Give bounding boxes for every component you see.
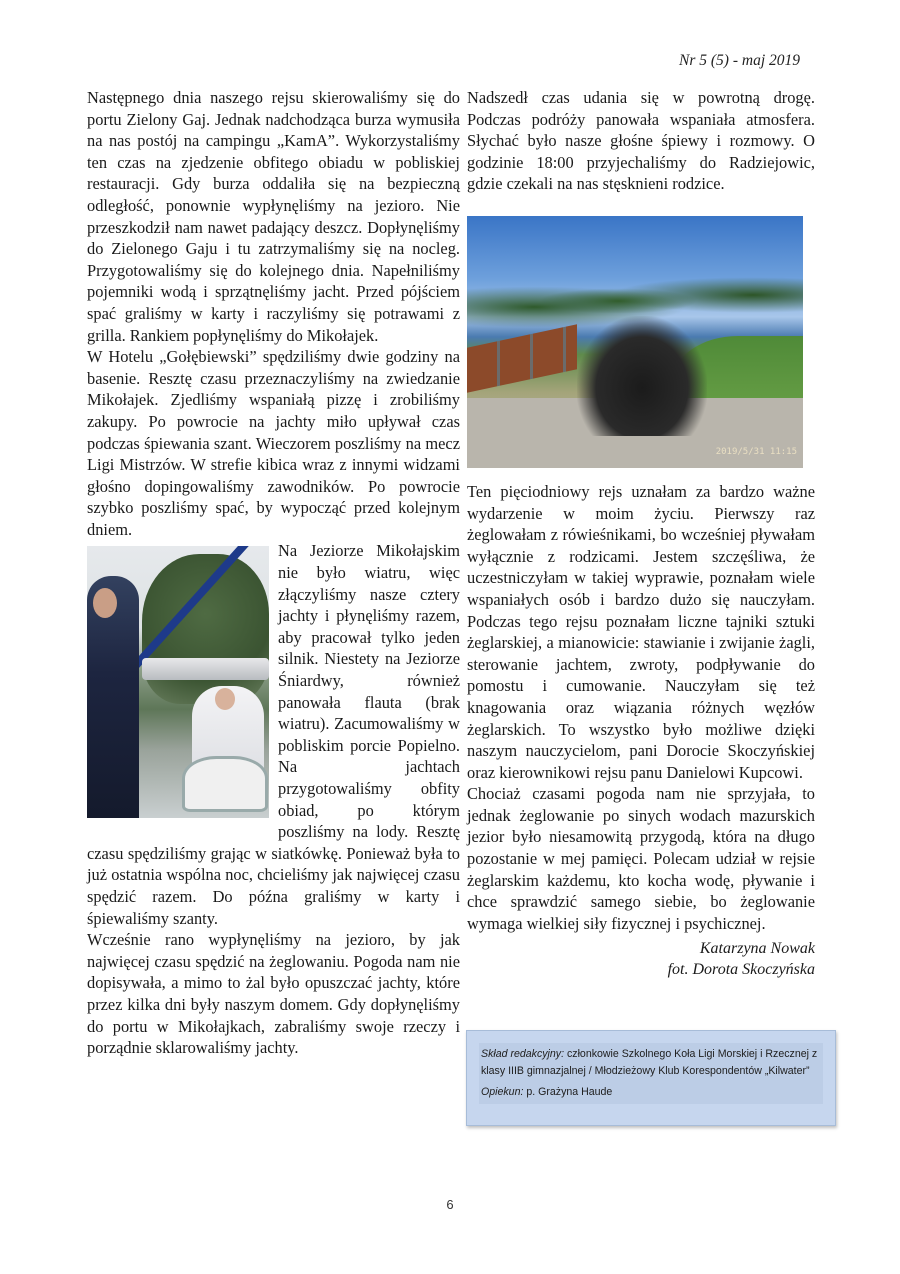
- right-column: [467, 87, 815, 980]
- sailing-photo: [87, 546, 269, 818]
- photo-helm: [182, 756, 268, 812]
- issue-header: Nr 5 (5) - maj 2019: [679, 52, 800, 69]
- left-column: [87, 87, 460, 1059]
- editorial-supervisor-text: p. Grażyna Haude: [523, 1086, 613, 1098]
- photo-credit: fot. Dorota Skoczyńska: [667, 961, 815, 979]
- photo-group-people: [577, 316, 707, 436]
- paragraph: Na Jeziorze Mikołajskim nie było wiatru, więc złączyliśmy nasze cztery jachty i płynęliśmy razem, aby pracował tylko jeden silnik. Niestety na Jeziorze Śniardwy, również panowała flauta (brak wiatru). Zacumowaliśmy w pobliskim porcie Popielno. Na jachtach przygotowaliśmy obfity obiad, po którym poszliśmy na lody. Resztę czasu spędziliśmy grając w siatkówkę. Ponieważ była to już ostatnia wspólna noc, chcieliśmy jak najwięcej czasu spędzić razem. Do późna graliśmy w karty i śpiewaliśmy szanty.: [87, 541, 460, 928]
- editorial-supervisor: [481, 1084, 821, 1101]
- photo-boom: [142, 658, 269, 680]
- editorial-box: [466, 1030, 836, 1126]
- group-photo: [467, 216, 803, 468]
- author-name: Katarzyna Nowak: [699, 940, 815, 958]
- editorial-staff-label: Skład redakcyjny:: [481, 1048, 565, 1060]
- editorial-staff-text: członkowie Szkolnego Koła Ligi Morskiej i Rzecznej z klasy IIIB gimnazjalnej / Młodzieżowy Klub Korespondentów „Kilwater”: [481, 1048, 818, 1077]
- page-number: 6: [446, 1197, 454, 1212]
- paragraph: Nadszedł czas udania się w powrotną drogę. Podczas podróży panowała wspaniała atmosfera. Słychać było nasze głośne śpiewy i rozmowy. O godzinie 18:00 przyjechaliśmy do Radziejowic, gdzie czekali na nas stęsknieni rodzice.: [467, 88, 815, 194]
- editorial-box-content: [479, 1043, 823, 1104]
- paragraph: Ten pięciodniowy rejs uznałam za bardzo ważne wydarzenie w moim życiu. Pierwszy raz żeglowałam z rówieśnikami, bo wcześniej pływałam wyłącznie z rodzicami. Jestem szczęśliwa, że uczestniczyłam w takiej wyprawie, poznałam wiele wspaniałych osób i bardzo dużo się nauczyłam. Podczas tego rejsu poznałam liczne tajniki sztuki żeglarskiej, a mianowicie: stawianie i zwijanie żagli, sterowanie jachtem, zwroty, podpływanie do pomostu i cumowanie. Nauczyłam się też knagowania oraz wiązania różnych węzłów żeglarskich. To wszystko było możliwe dzięki naszym nauczycielom, pani Dorocie Skoczyńskiej oraz kierownikowi rejsu panu Danielowi Kupcowi.: [467, 481, 815, 782]
- photo-fence: [467, 324, 577, 392]
- photo-date-stamp: 2019/5/31 11:15: [715, 447, 797, 458]
- paragraph: W Hotelu „Gołębiewski” spędziliśmy dwie godziny na basenie. Resztę czasu przeznaczyliśmy na zwiedzanie Mikołajek. Zjedliśmy wspaniałą pizzę i zrobiliśmy zakupy. Po powrocie na jachty miło upływał czas podczas śpiewania szant. Wieczorem poszliśmy na mecz Ligi Mistrzów. W strefie kibica wraz z innymi widzami głośno dopingowaliśmy zawodników. Po powrocie szybko poszliśmy spać, by wypocząć przed kolejnym dniem.: [87, 347, 460, 539]
- signature: [467, 938, 815, 980]
- editorial-staff: [481, 1046, 821, 1080]
- paragraph: Chociaż czasami pogoda nam nie sprzyjała, to jednak żeglowanie po sinych wodach mazurskich jezior było niesamowitą przygodą, która na długo pozostanie w mej pamięci. Polecam udział w rejsie żeglarskim każdemu, kto kocha wodę, pływanie i chce sprawdzić samego siebie, bo żeglowanie wymaga wielkiej siły fizycznej i psychicznej.: [467, 784, 815, 933]
- wrapped-section: [87, 540, 460, 929]
- paragraph: Wcześnie rano wypłynęliśmy na jezioro, by jak najwięcej czasu spędzić na żeglowaniu. Pogoda nam nie dopisywała, a mimo to żal było opuszczać jachty, które przez kilka dni były naszym domem. Gdy dopłynęliśmy do portu w Mikołajkach, zabraliśmy swoje rzeczy i porządnie sklarowaliśmy jachty.: [87, 930, 460, 1058]
- editorial-supervisor-label: Opiekun:: [481, 1086, 524, 1098]
- paragraph: Następnego dnia naszego rejsu skierowaliśmy się do portu Zielony Gaj. Jednak nadchodząca burza wymusiła na nas postój na campingu „KamA”. Wykorzystaliśmy ten czas na zjedzenie obfitego obiadu w pobliskiej restauracji. Gdy burza oddaliła się na bezpieczną odległość, ponownie wypłynęliśmy na jezioro. Nie przeszkodził nam nawet padający deszcz. Dopłynęliśmy do Zielonego Gaju i tu zatrzymaliśmy się na nocleg. Przygotowaliśmy się do kolejnego dnia. Napełniliśmy pojemniki wodą i sprzątnęliśmy jacht. Przed pójściem spać graliśmy w karty i raczyliśmy się potrawami z grilla. Rankiem popłynęliśmy do Mikołajek.: [87, 88, 460, 345]
